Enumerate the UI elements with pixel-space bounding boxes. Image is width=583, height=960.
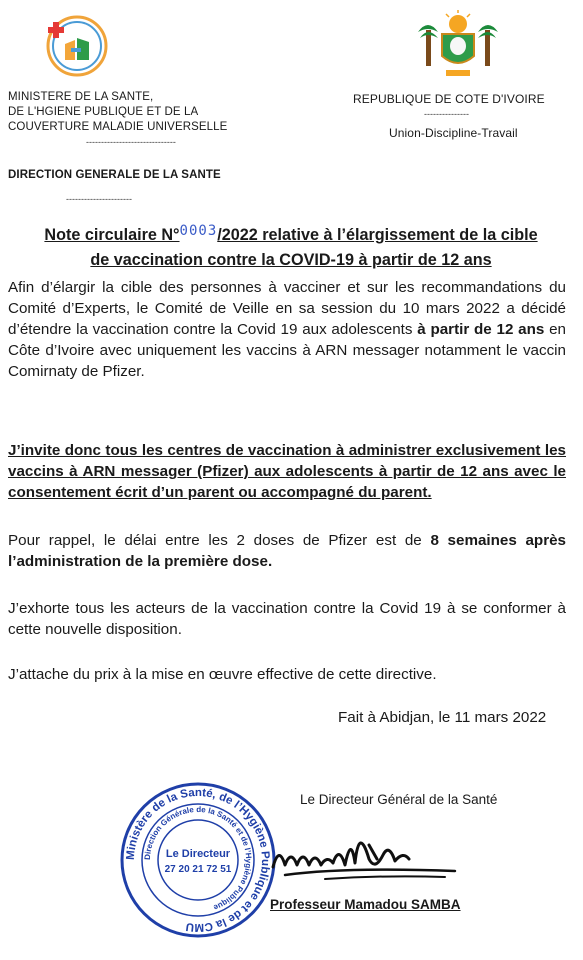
paragraph-3-text: Pour rappel, le délai entre les 2 doses de Pfizer est de (8, 532, 431, 549)
signatory-name: Professeur Mamadou SAMBA (270, 897, 461, 912)
paragraph-2: J’invite donc tous les centres de vaccination à administrer exclusivement les vaccins à ARN messager (Pfizer) aux adolescents à partir de 12 ans avec le consentement écrit d’un parent ou accompagné du parent. (8, 442, 566, 501)
title-line-1 (10, 223, 572, 248)
republic-separator: --------------- (424, 109, 469, 119)
paragraph-1-text-a: Afin d’élargir la cible des personnes à vacciner et sur les recommandations du Comité d’Experts, le Comité de Veille en sa session du 10 mars 2022 a décidé d’étendre la vaccination contre la Covid 19 aux adolescents (8, 279, 566, 338)
paragraph-5: J’attache du prix à la mise en œuvre effective de cette directive. (8, 666, 437, 683)
title-prefix: Note circulaire N° (44, 226, 180, 244)
ministry-logo (45, 14, 109, 78)
direction-separator: ---------------------- (66, 194, 132, 204)
coat-of-arms (416, 8, 500, 80)
direction-label: DIRECTION GENERALE DE LA SANTE (8, 169, 221, 181)
ministry-line-2: DE L'HGIENE PUBLIQUE ET DE LA (8, 106, 199, 118)
paragraph-1-text-b: en Côte d’Ivoire avec uniquement les vaccins à ARN messager notamment le vaccin Comirnaty de Pfizer. (8, 321, 566, 380)
title-line-2: de vaccination contre la COVID-19 à partir de 12 ans (90, 251, 492, 269)
signatory-title: Le Directeur Général de la Santé (300, 792, 498, 807)
handwritten-signature (265, 815, 465, 895)
stamp-outer-text: Ministère de la Santé, de l’Hygiène Publique et de la CMU (124, 786, 272, 934)
stamp-inner-text: Direction Générale de la Santé et de l’Hygiène Publique (142, 804, 254, 913)
official-stamp (118, 780, 278, 940)
circular-title (10, 223, 572, 272)
ministry-separator: ------------------------------ (86, 137, 176, 147)
ministry-line-3: COUVERTURE MALADIE UNIVERSELLE (8, 121, 228, 133)
republic-title: REPUBLIQUE DE COTE D'IVOIRE (353, 92, 545, 106)
circular-number: 0003 (179, 223, 218, 239)
national-motto: Union-Discipline-Travail (389, 126, 518, 140)
ministry-line-1: MINISTERE DE LA SANTE, (8, 91, 154, 103)
paragraph-4: J’exhorte tous les acteurs de la vaccination contre la Covid 19 à se conformer à cette nouvelle disposition. (8, 600, 566, 638)
paragraph-1-bold: à partir de 12 ans (417, 321, 545, 338)
paragraph-1 (8, 277, 566, 382)
paragraph-3-bold: 8 semaines après l’administration de la première dose. (8, 532, 566, 570)
ministry-header (8, 90, 227, 135)
paragraph-3 (8, 530, 566, 572)
title-rest: /2022 relative à l’élargissement de la cible (217, 226, 538, 244)
stamp-center-line-1: Le Directeur (165, 848, 231, 860)
stamp-center-line-2: 27 20 21 72 51 (164, 864, 232, 875)
place-date: Fait à Abidjan, le 11 mars 2022 (338, 709, 547, 726)
